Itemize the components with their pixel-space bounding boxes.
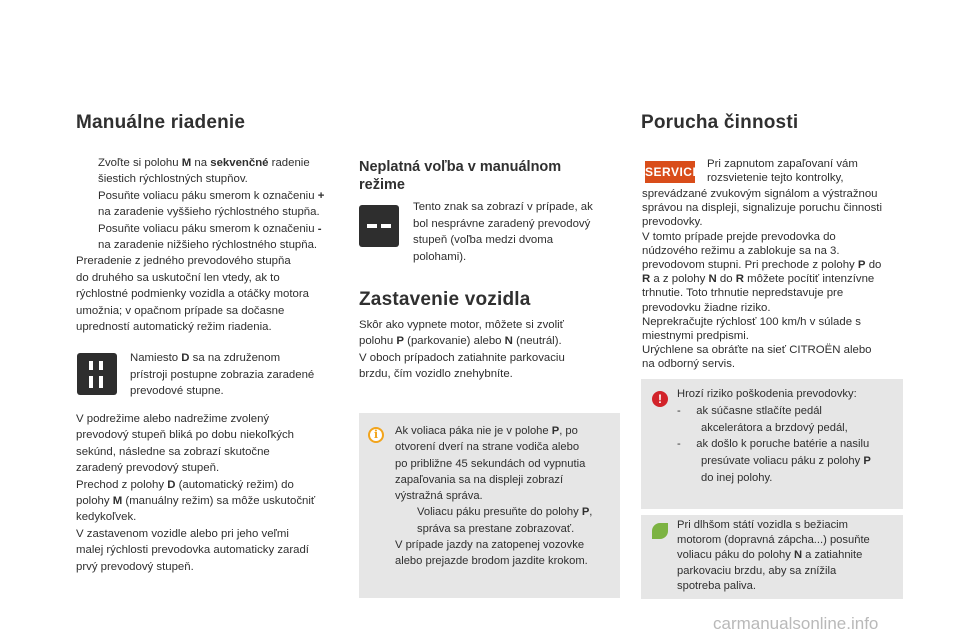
paragraph-shift-conditions: Preradenie z jedného prevodového stupňa do druhého sa uskutoční len vtedy, ak to rýchlostné podmienky vozidla a otáčky motora umožnia; v opačnom prípade sa dočasne upredností automatický režim riadenia.: [76, 255, 309, 334]
paragraph-malfunction: sprevádzané zvukovým signálom a výstražnou správou na displeji, signalizuje poruchu činnosti prevodovky. V tomto prípade prejde prevodovka do núdzového režimu a zablokuje sa na 3. prevodovom stupni. Pri prechode z polohy P do R a z polohy N do R môžete pocítiť intenzívne trhnutie. Toto trhnutie nepredstavuje pre prevodovku žiadne riziko. Neprekračujte rýchlosť 100 km/h v súlade s miestnymi predpismi. Urýchlene sa obráťte na sieť CITROËN alebo na odborný servis.: [642, 188, 882, 371]
warning-text: Hrozí riziko poškodenia prevodovky: - ak súčasne stlačíte pedál akcelerátora a brzdový pedál, - ak došlo k poruche batérie a nasilu presúvate voliacu páku z polohy P do inej polohy.: [677, 388, 871, 484]
section-title-malfunction: Porucha činnosti: [641, 112, 799, 133]
watermark-text: carmanualsonline.info: [713, 614, 879, 633]
warning-box: [641, 379, 903, 509]
warning-icon: !: [652, 391, 668, 407]
eco-box: [641, 515, 903, 599]
gear-indicator-text: Namiesto D sa na združenom prístroji postupne zobrazia zaradené prevodové stupne.: [130, 352, 315, 397]
service-icon-text: Pri zapnutom zapaľovaní vám rozsvietenie tejto kontrolky,: [707, 158, 858, 184]
service-warning-icon: SERVICE: [645, 161, 695, 183]
section-title-stopping: Zastavenie vozidla: [359, 289, 531, 310]
info-icon: i: [368, 427, 384, 443]
invalid-gear-text: Tento znak sa zobrazí v prípade, ak bol nesprávne zaradený prevodový stupeň (voľba medzi dvoma polohami).: [413, 201, 593, 263]
paragraph-modes: V podrežime alebo nadrežime zvolený prevodový stupeň bliká po dobu niekoľkých sekúnd, následne sa zobrazí skutočne zaradený prevodový stupeň. Prechod z polohy D (automatický režim) do polohy M (manuálny režim) sa môže uskutočniť kedykoľvek. V zastavenom vozidle alebo pri jeho veľmi malej rýchlosti prevodovka automaticky zaradí prvý prevodový stupeň.: [76, 413, 316, 573]
bullet-item: Posuňte voliacu páku smerom k označeniu - na zaradenie nižšieho rýchlostného stupňa.: [98, 222, 322, 252]
section-title-invalid-selection: Neplatná voľba v manuálnom režime: [359, 159, 562, 193]
gear-indicator-icon: [77, 353, 117, 395]
section-title-manual: Manuálne riadenie: [76, 112, 246, 133]
invalid-gear-icon: [359, 205, 399, 247]
manual-bullets: [76, 155, 346, 335]
bullet-item: Posuňte voliacu páku smerom k označeniu + na zaradenie vyššieho rýchlostného stupňa.: [98, 189, 325, 219]
info-box: [359, 413, 620, 598]
bullet-item: Zvoľte si polohu M na sekvenčné radenie šiestich rýchlostných stupňov.: [98, 157, 310, 186]
leaf-icon: [652, 523, 668, 539]
eco-text: Pri dlhšom státí vozidla s bežiacim motorom (dopravná zápcha...) posuňte voliacu páku do polohy N a zatiahnite parkovaciu brzdu, aby sa znížila spotreba paliva.: [677, 519, 870, 592]
info-text: Ak voliaca páka nie je v polohe P, po otvorení dverí na strane vodiča alebo po približne 45 sekundách od vypnutia zapaľovania sa na displeji zobrazí výstražná správa. Voliacu páku presuňte do polohy P, správa sa prestane zobrazovať. V prípade jazdy na zatopenej vozovke alebo prejazde brodom jazdite krokom.: [395, 425, 593, 568]
paragraph-stopping: Skôr ako vypnete motor, môžete si zvoliť polohu P (parkovanie) alebo N (neutrál). V oboch prípadoch zatiahnite parkovaciu brzdu, čím vozidlo znehybníte.: [359, 319, 565, 381]
bullet-item: Voliacu páku presuňte do polohy P, správa sa prestane zobrazovať.: [417, 506, 593, 535]
